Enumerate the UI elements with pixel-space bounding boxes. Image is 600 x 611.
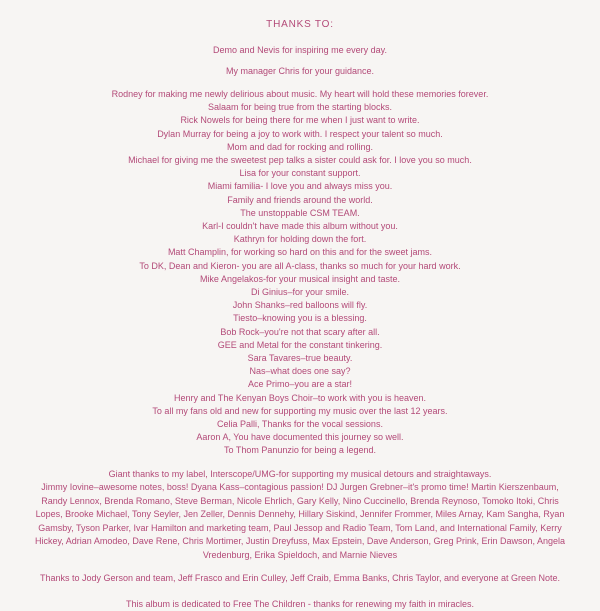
thanks-item: Aaron A, You have documented this journey so well. bbox=[196, 432, 404, 443]
thanks-green-note: Thanks to Jody Gerson and team, Jeff Frasco and Erin Culley, Jeff Craib, Emma Banks, Chris Taylor, and everyone at Green Note. bbox=[39, 573, 561, 584]
thanks-item: Matt Champlin, for working so hard on this and for the sweet jams. bbox=[167, 247, 433, 258]
thanks-item: Mike Angelakos-for your musical insight and taste. bbox=[199, 273, 401, 284]
thanks-item: Nas–what does one say? bbox=[249, 366, 351, 377]
thanks-heading: THANKS TO: bbox=[266, 19, 334, 30]
thanks-item: Rodney for making me newly delirious about music. My heart will hold these memories forever. bbox=[111, 89, 489, 99]
thanks-item: Celia Palli, Thanks for the vocal sessions. bbox=[217, 419, 383, 430]
thanks-item: Mom and dad for rocking and rolling. bbox=[226, 141, 374, 152]
label-thanks-line: Hickey, Adrian Amodeo, Dave Rene, Chris Mortimer, Justin Dreyfuss, Max Epstein, Dave Anderson, Greg Prink, Erin Dawson, Angela bbox=[34, 536, 566, 547]
thanks-list bbox=[16, 88, 584, 458]
thanks-item: To Thom Panunzio for being a legend. bbox=[224, 445, 376, 456]
thanks-item: The unstoppable CSM TEAM. bbox=[240, 207, 360, 218]
label-thanks-line: Randy Lennox, Brenda Romano, Steve Berman, Nicole Ehrlich, Gary Kelly, Nino Cuccinello, Brenda Reynoso, Tomoko Itoki, Chris bbox=[41, 495, 559, 506]
label-thanks-line: Lopes, Brooke Michael, Tony Seyler, Jen Zeller, Dennis Dennehy, Hillary Siskind, Jennifer Frommer, Miles Arnay, Kam Sangha, Ryan bbox=[35, 509, 565, 520]
label-thanks-line: Gamsby, Tyson Parker, Ivar Hamilton and marketing team, Paul Jessop and Radio Team, Tom Land, and International Family, Kerry bbox=[38, 522, 562, 533]
thanks-item: GEE and Metal for the constant tinkering. bbox=[217, 339, 383, 350]
thanks-item: To DK, Dean and Kieron- you are all A-class, thanks so much for your hard work. bbox=[139, 260, 461, 271]
thanks-item: Lisa for your constant support. bbox=[239, 168, 361, 179]
label-thanks-line: Giant thanks to my label, Interscope/UMG-for supporting my musical detours and straightaways. bbox=[108, 468, 492, 479]
thanks-item: Karl-I couldn't have made this album without you. bbox=[202, 221, 398, 232]
thanks-demo-nevis: Demo and Nevis for inspiring me every day. bbox=[213, 45, 387, 55]
thanks-item: Dylan Murray for being a joy to work with. I respect your talent so much. bbox=[157, 128, 443, 139]
thanks-item: Salaam for being true from the starting blocks. bbox=[207, 102, 393, 113]
thanks-item: John Shanks–red balloons will fly. bbox=[232, 300, 368, 311]
label-thanks-line: Vredenburg, Erika Spieldoch, and Marnie Nieves bbox=[202, 549, 398, 560]
thanks-item: Miami familia- I love you and always miss you. bbox=[207, 181, 393, 192]
thanks-item: Tiesto–knowing you is a blessing. bbox=[233, 313, 367, 324]
thanks-item: Family and friends around the world. bbox=[227, 194, 373, 205]
dedication-line: This album is dedicated to Free The Children - thanks for renewing my faith in miracles. bbox=[126, 599, 474, 610]
thanks-item: Bob Rock–you're not that scary after all. bbox=[220, 326, 380, 337]
thanks-item: Henry and The Kenyan Boys Choir–to work with you is heaven. bbox=[174, 392, 426, 403]
thanks-item: Ace Primo–you are a star! bbox=[247, 379, 353, 390]
label-thanks-line: Jimmy Iovine–awesome notes, boss! Dyana Kass–contagious passion! DJ Jurgen Grebner–it's promo time! Martin Kierszenbaum, bbox=[41, 482, 559, 493]
thanks-item: Rick Nowels for being there for me when I just want to write. bbox=[180, 115, 420, 126]
thanks-item: Sara Tavares–true beauty. bbox=[247, 353, 353, 364]
thanks-item: Di Ginius–for your smile. bbox=[250, 287, 350, 298]
label-thanks-paragraph bbox=[16, 468, 584, 563]
thanks-item: To all my fans old and new for supporting my music over the last 12 years. bbox=[152, 405, 448, 416]
thanks-manager: My manager Chris for your guidance. bbox=[225, 66, 375, 76]
thanks-item: Michael for giving me the sweetest pep talks a sister could ask for. I love you so much. bbox=[128, 155, 472, 166]
thanks-item: Kathryn for holding down the fort. bbox=[233, 234, 367, 245]
